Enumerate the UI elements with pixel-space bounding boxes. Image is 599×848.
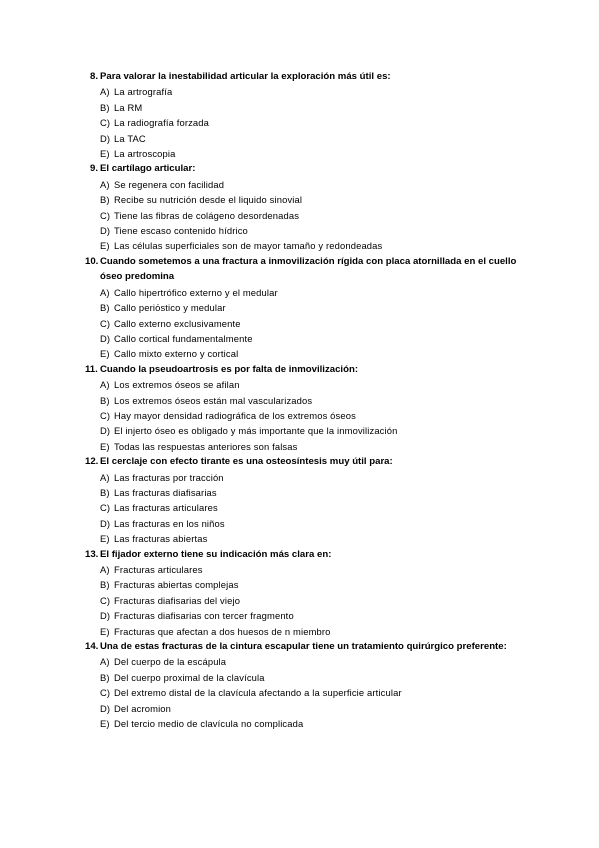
option-letter: C) (100, 594, 111, 606)
answer-option (85, 84, 525, 99)
option-text: Las fracturas abiertas (114, 533, 208, 545)
option-letter: E) (100, 718, 110, 730)
option-letter: D) (100, 517, 111, 529)
option-text: Las fracturas articulares (114, 502, 218, 514)
question-item (85, 161, 525, 253)
option-text: Callo externo exclusivamente (114, 317, 241, 329)
option-text: Fracturas articulares (114, 564, 203, 575)
question-item (85, 639, 525, 731)
answer-option (85, 115, 525, 130)
option-text: La artrografía (114, 86, 173, 98)
option-text: Fracturas diafisarias con tercer fragmento (114, 610, 294, 622)
answer-option (85, 670, 525, 685)
option-list (85, 470, 525, 547)
question-header (85, 161, 525, 176)
answer-option (85, 654, 525, 669)
option-text: Fracturas diafisarias del viejo (114, 594, 241, 606)
question-header (85, 454, 525, 469)
option-letter: A) (100, 564, 110, 575)
option-letter: C) (100, 502, 111, 514)
option-letter: B) (100, 194, 110, 206)
answer-option (85, 685, 525, 700)
question-text: El fijador externo tiene su indicación más clara en: (100, 548, 332, 560)
option-letter: B) (100, 101, 110, 113)
option-text: Las fracturas diafisarias (114, 486, 217, 498)
option-letter: A) (100, 656, 110, 668)
option-letter: E) (100, 440, 110, 452)
option-letter: B) (100, 394, 110, 406)
answer-option (85, 208, 525, 223)
option-letter: D) (100, 610, 111, 622)
option-letter: C) (100, 209, 111, 221)
option-list (85, 285, 525, 362)
option-text: La radiografía forzada (114, 117, 210, 129)
answer-option (85, 423, 525, 438)
answer-option (85, 408, 525, 423)
option-letter: A) (100, 86, 110, 98)
option-text: Hay mayor densidad radiográfica de los extremos óseos (114, 409, 356, 421)
option-text: Se regenera con facilidad (114, 178, 225, 190)
option-text: Callo periόstico y medular (114, 302, 226, 314)
question-text: Una de estas fracturas de la cintura escapular tiene un tratamiento quirúrgico preferente: (100, 641, 507, 653)
answer-option (85, 238, 525, 253)
question-number: 9. (89, 163, 98, 175)
answer-option (85, 608, 525, 623)
option-text: Todas las respuestas anteriores son falsas (114, 440, 298, 452)
option-text: Las células superficiales son de mayor tamaño y redondeadas (114, 240, 383, 252)
question-item (85, 69, 525, 161)
question-header (85, 362, 525, 377)
option-text: Del acromion (114, 702, 172, 714)
answer-option (85, 131, 525, 146)
option-text: Los extremos óseos se afilan (114, 379, 240, 391)
answer-option (85, 177, 525, 192)
option-letter: D) (100, 132, 111, 144)
option-letter: D) (100, 425, 111, 437)
question-number: 12. (85, 456, 99, 468)
question-header (85, 547, 525, 562)
question-item (85, 254, 525, 362)
option-text: La artroscopia (114, 148, 176, 160)
question-item (85, 454, 525, 546)
option-text: Las fracturas en los niños (114, 517, 225, 529)
option-text: Las fracturas por tracción (114, 471, 224, 483)
answer-option (85, 531, 525, 546)
option-list (85, 177, 525, 254)
option-text: Del cuerpo proximal de la clavícula (114, 671, 265, 683)
answer-option (85, 100, 525, 115)
option-letter: A) (100, 178, 110, 190)
option-text: Los extremos óseos están mal vascularizados (114, 394, 313, 406)
answer-option (85, 285, 525, 300)
option-letter: A) (100, 471, 110, 483)
option-letter: D) (100, 332, 111, 344)
option-letter: B) (100, 486, 110, 498)
answer-option (85, 393, 525, 408)
option-letter: C) (100, 117, 111, 129)
option-letter: B) (100, 302, 110, 314)
answer-option (85, 377, 525, 392)
question-header (85, 639, 525, 654)
option-text: La TAC (114, 132, 146, 144)
answer-option (85, 562, 525, 577)
option-text: Fracturas que afectan a dos huesos de n miembro (114, 625, 331, 637)
question-text: Cuando la pseudoartrosis es por falta de inmovilización: (100, 363, 359, 375)
option-letter: A) (100, 286, 110, 298)
answer-option (85, 300, 525, 315)
option-text: Tiene escaso contenido hídrico (114, 225, 248, 237)
answer-option (85, 331, 525, 346)
option-letter: E) (100, 625, 110, 637)
option-letter: B) (100, 671, 110, 683)
question-number: 13. (85, 548, 99, 560)
option-letter: E) (100, 148, 110, 160)
option-letter: D) (100, 225, 111, 237)
answer-option (85, 516, 525, 531)
question-item (85, 547, 525, 639)
answer-option (85, 500, 525, 515)
answer-option (85, 593, 525, 608)
question-item (85, 362, 525, 454)
answer-option (85, 716, 525, 731)
question-header (85, 69, 525, 84)
option-letter: B) (100, 579, 110, 591)
option-text: La RM (114, 101, 143, 113)
question-number: 14. (85, 641, 99, 653)
answer-option (85, 470, 525, 485)
answer-option (85, 701, 525, 716)
option-letter: C) (100, 409, 111, 421)
answer-option (85, 624, 525, 639)
question-list (85, 69, 525, 731)
option-text: Del extremo distal de la clavícula afectando a la superficie articular (114, 687, 402, 699)
answer-option (85, 146, 525, 161)
option-letter: E) (100, 348, 110, 360)
option-text: Callo hipertrófico externo y el medular (114, 286, 278, 298)
option-list (85, 562, 525, 639)
question-number: 11. (85, 363, 98, 375)
option-letter: C) (100, 317, 111, 329)
question-text: Para valorar la inestabilidad articular la exploración más útil es: (100, 71, 391, 82)
option-letter: C) (100, 687, 111, 699)
question-text: El cartílago articular: (100, 163, 196, 175)
question-header (85, 254, 525, 285)
answer-option (85, 346, 525, 361)
option-text: Recibe su nutrición desde el liquido sinovial (114, 194, 303, 206)
option-letter: A) (100, 379, 110, 391)
option-text: Del cuerpo de la escápula (114, 656, 227, 668)
option-text: Callo mixto externo y cortical (114, 348, 239, 360)
option-list (85, 654, 525, 731)
option-letter: D) (100, 702, 111, 714)
option-letter: E) (100, 533, 110, 545)
answer-option (85, 223, 525, 238)
answer-option (85, 577, 525, 592)
option-text: Callo cortical fundamentalmente (114, 332, 253, 344)
answer-option (85, 439, 525, 454)
answer-option (85, 192, 525, 207)
question-number: 8. (89, 71, 98, 82)
option-text: Tiene las fibras de colágeno desordenadas (114, 209, 300, 221)
option-text: Fracturas abiertas complejas (114, 579, 239, 591)
option-list (85, 377, 525, 454)
option-letter: E) (100, 240, 110, 252)
option-text: Del tercio medio de clavícula no complicada (114, 718, 304, 730)
question-text: Cuando sometemos a una fractura a inmovilización rígida con placa atornillada en el cuello óseo predomina (100, 255, 517, 283)
option-text: El injerto óseo es obligado y más importante que la inmovilización (114, 425, 398, 437)
answer-option (85, 316, 525, 331)
option-list (85, 84, 525, 161)
answer-option (85, 485, 525, 500)
question-text: El cerclaje con efecto tirante es una osteosíntesis muy útil para: (100, 456, 393, 468)
question-number: 10. (85, 255, 99, 267)
